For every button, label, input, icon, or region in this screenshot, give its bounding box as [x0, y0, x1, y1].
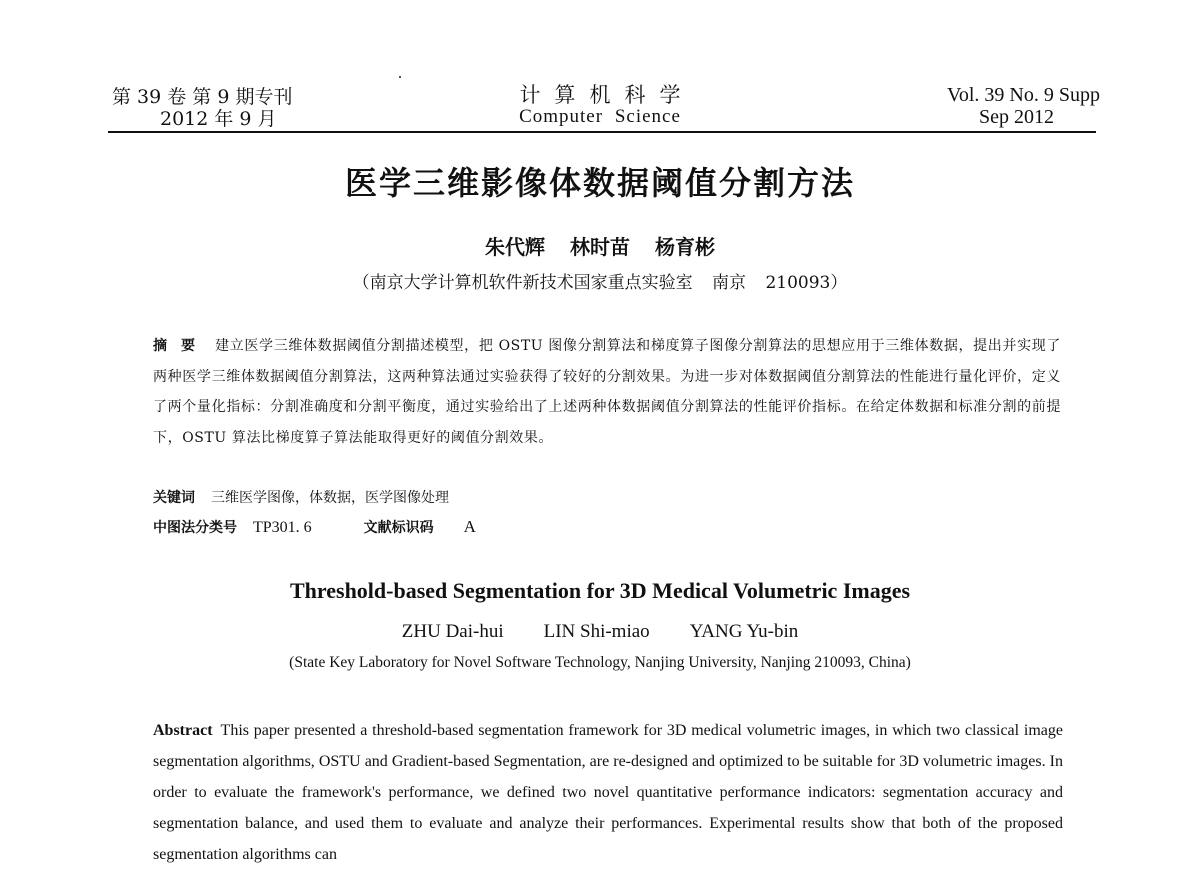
abstract-en-text: This paper presented a threshold-based segmentation framework for 3D medical volumetric images, in which two classical image segmentation algorithms, OSTU and Gradient-based Segmentation, are re-designed and optimized to be suitable for 3D volumetric images. In order to evaluate the framework's performance, we defined two novel quantitative performance indicators: segmentation accuracy and segmentation balance, and used them to evaluate and analyze their performances. Experimental results show that both of the proposed segmentation algorithms can	[153, 722, 1063, 863]
doc-code-value: A	[463, 517, 476, 536]
authors-en	[0, 621, 1200, 643]
paper-title-cn: 医学三维影像体数据阈值分割方法	[344, 164, 855, 202]
abstract-cn-label: 摘要	[153, 338, 210, 354]
doc-code-label: 文献标识码	[363, 520, 434, 536]
abstract-en	[153, 715, 1063, 870]
scan-speck	[399, 76, 401, 78]
keywords-cn-label: 关键词	[153, 490, 195, 506]
author-2-en: LIN Shi-miao	[543, 621, 650, 642]
author-1-en: ZHU Dai-hui	[401, 621, 504, 642]
issue-date-cn: 2012 年 9 月	[160, 108, 277, 130]
author-3-en: YANG Yu-bin	[689, 621, 799, 642]
paper-title-en: Threshold-based Segmentation for 3D Medical Volumetric Images	[289, 578, 911, 603]
volume-issue-en: Vol. 39 No. 9 Supp	[947, 84, 1100, 106]
journal-name-en: Computer Science	[519, 106, 681, 127]
authors-cn: 朱代辉 林时苗 杨育彬	[485, 235, 715, 259]
keywords-cn	[153, 487, 449, 507]
keywords-cn-text: 三维医学图像，体数据，医学图像处理	[211, 490, 449, 506]
clc-label: 中图法分类号	[153, 520, 237, 536]
classification-line	[153, 517, 476, 537]
journal-volume-info	[112, 86, 292, 130]
abstract-cn-text: 建立医学三维体数据阈值分割描述模型，把 OSTU 图像分割算法和梯度算子图像分割算法的思想应用于三维体数据，提出并实现了两种医学三维体数据阈值分割算法，这两种算法通过实验获得了较好的分割效果。为进一步对体数据阈值分割算法的性能进行量化评价，定义了两个量化指标：分割准确度和分割平衡度，通过实验给出了上述两种体数据阈值分割算法的性能评价指标。在给定体数据和标准分割的前提下，OSTU 算法比梯度算子算法能取得更好的阈值分割效果。	[153, 338, 1062, 446]
affiliation-en: (State Key Laboratory for Novel Software Technology, Nanjing University, Nanjing 210093, China)	[289, 654, 911, 671]
clc-value: TP301. 6	[253, 519, 312, 536]
journal-volume-info-en	[947, 84, 1100, 128]
issue-date-en: Sep 2012	[979, 106, 1054, 128]
abstract-cn	[153, 331, 1061, 453]
affiliation-cn: （南京大学计算机软件新技术国家重点实验室 南京 210093）	[352, 273, 848, 293]
volume-issue: 第 39 卷 第 9 期专刊	[112, 86, 293, 108]
journal-name-cn: 计算机科学	[519, 83, 695, 107]
journal-name	[400, 84, 800, 128]
abstract-en-label: Abstract	[153, 722, 213, 739]
header-rule	[108, 131, 1096, 133]
